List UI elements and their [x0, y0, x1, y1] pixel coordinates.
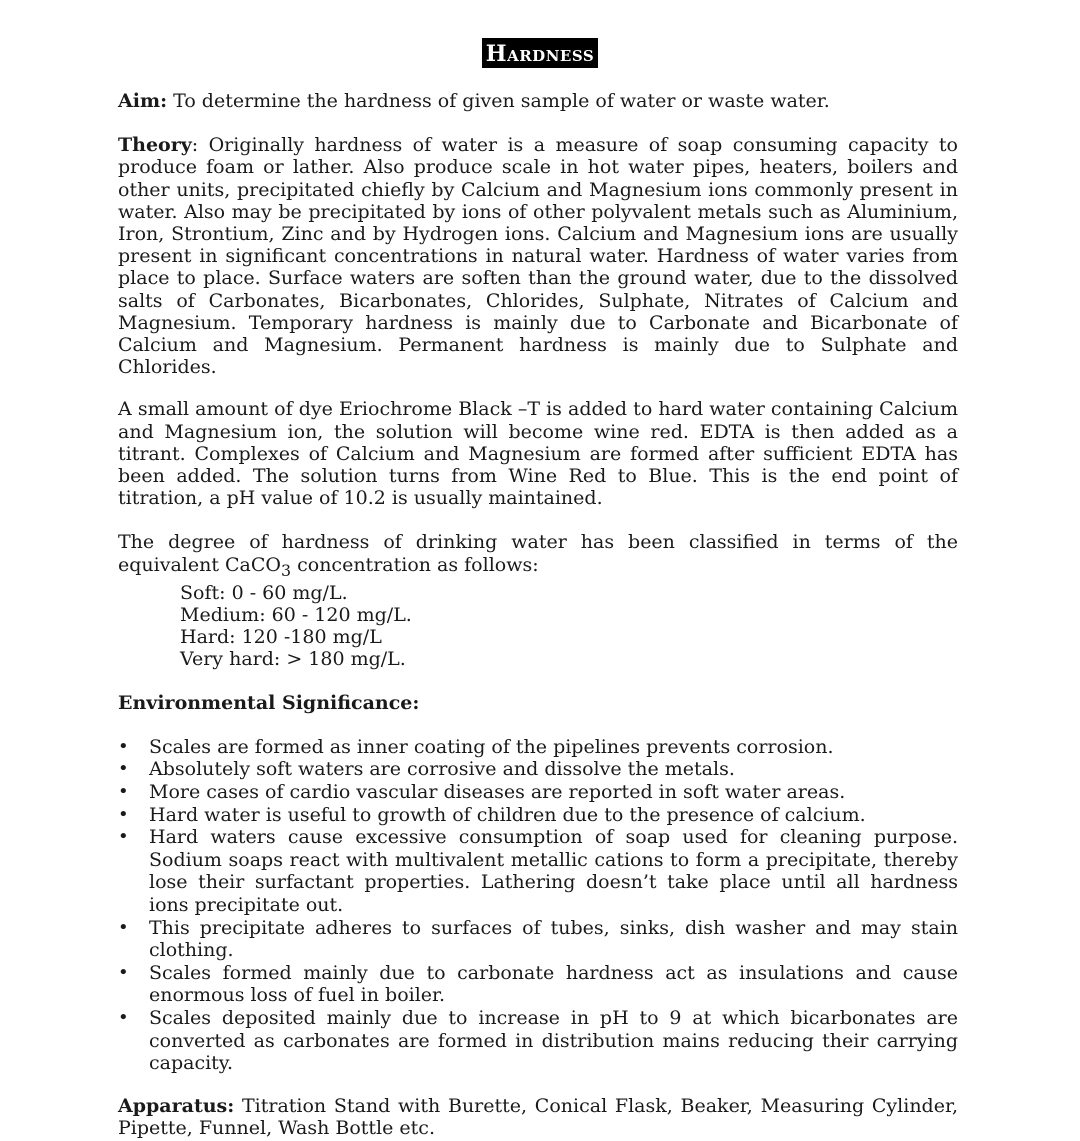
bullet-icon: • [118, 803, 129, 825]
class-item: Soft: 0 - 60 mg/L. [180, 581, 348, 604]
class-item: Medium: 60 - 120 mg/L. [180, 603, 412, 626]
list-item-text: Hard waters cause excessive consumption of soap used for cleaning purpose. Sodium soaps react with multivalent metallic cations to form a precipitate, thereby lose their surfactant properties. Lathering doesn’t take place until all hardness ions precipitate out. [149, 826, 958, 917]
aim-text: To determine the hardness of given sample of water or waste water. [173, 90, 830, 112]
aim-paragraph [118, 90, 958, 112]
list-item [118, 1007, 958, 1075]
class-item: Hard: 120 -180 mg/L [180, 625, 382, 648]
env-heading: Environmental Significance: [118, 691, 420, 714]
list-item [118, 781, 958, 804]
classification-intro-after: concentration as follows: [291, 553, 539, 576]
hardness-classes [180, 582, 958, 670]
list-item-text: Scales deposited mainly due to increase in pH to 9 at which bicarbonates are converted as carbonates are formed in distribution mains reducing their carrying capacity. [149, 1006, 958, 1075]
dye-paragraph: A small amount of dye Eriochrome Black –T is added to hard water containing Calcium and Magnesium ion, the solution will become wine red. EDTA is then added as a titrant. Complexes of Calcium and Magnesium are formed after sufficient EDTA has been added. The solution turns from Wine Red to Blue. This is the end point of titration, a pH value of 10.2 is usually maintained. [118, 398, 958, 510]
apparatus-label: Apparatus: [118, 1094, 235, 1117]
apparatus-paragraph [118, 1095, 958, 1139]
title-container [0, 38, 1080, 68]
list-item [118, 962, 958, 1007]
list-item-text: Scales formed mainly due to carbonate hardness act as insulations and cause enormous loss of fuel in boiler. [149, 961, 958, 1007]
list-item [118, 804, 958, 827]
list-item-text: Scales are formed as inner coating of the pipelines prevents corrosion. [149, 735, 834, 758]
list-item [118, 917, 958, 962]
bullet-icon: • [118, 735, 129, 757]
list-item-text: Hard water is useful to growth of children due to the presence of calcium. [149, 803, 866, 826]
list-item-text: Absolutely soft waters are corrosive and dissolve the metals. [149, 758, 735, 781]
document-body [118, 90, 958, 1139]
list-item [118, 736, 958, 759]
bullet-icon: • [118, 781, 129, 803]
list-item [118, 758, 958, 781]
classification-intro-sub: 3 [281, 560, 292, 580]
bullet-icon: • [118, 758, 129, 780]
bullet-icon: • [118, 916, 129, 938]
apparatus-text: Titration Stand with Burette, Conical Flask, Beaker, Measuring Cylinder, Pipette, Funnel, Wash Bottle etc. [118, 1094, 958, 1139]
theory-text: : Originally hardness of water is a measure of soap consuming capacity to produce foam or lather. Also produce scale in hot water pipes, heaters, boilers and other units, precipitated chiefly by Calcium and Magnesium ions commonly present in water. Also may be precipitated by ions of other polyvalent metals such as Aluminium, Iron, Strontium, Zinc and by Hydrogen ions. Calcium and Magnesium ions are usually present in significant concentrations in natural water. Hardness of water varies from place to place. Surface waters are soften than the ground water, due to the dissolved salts of Carbonates, Bicarbonates, Chlorides, Sulphate, Nitrates of Calcium and Magnesium. Temporary hardness is mainly due to Carbonate and Bicarbonate of Calcium and Magnesium. Permanent hardness is mainly due to Sulphate and Chlorides. [118, 134, 958, 379]
classification-intro [118, 531, 958, 581]
class-item: Very hard: > 180 mg/L. [180, 647, 406, 670]
bullet-icon: • [118, 1006, 129, 1028]
bullet-icon: • [118, 961, 129, 983]
theory-paragraph [118, 134, 958, 378]
classification-intro-before: The degree of hardness of drinking water has been classified in terms of the equivalent CaCO [118, 531, 958, 576]
aim-label: Aim: [118, 90, 168, 112]
page-title: Hardness [482, 38, 598, 68]
list-item [118, 826, 958, 916]
list-item-text: This precipitate adheres to surfaces of tubes, sinks, dish washer and may stain clothing. [149, 916, 958, 962]
bullet-icon: • [118, 826, 129, 848]
env-significance-list [118, 736, 958, 1075]
list-item-text: More cases of cardio vascular diseases are reported in soft water areas. [149, 781, 846, 804]
theory-label: Theory [118, 134, 192, 157]
